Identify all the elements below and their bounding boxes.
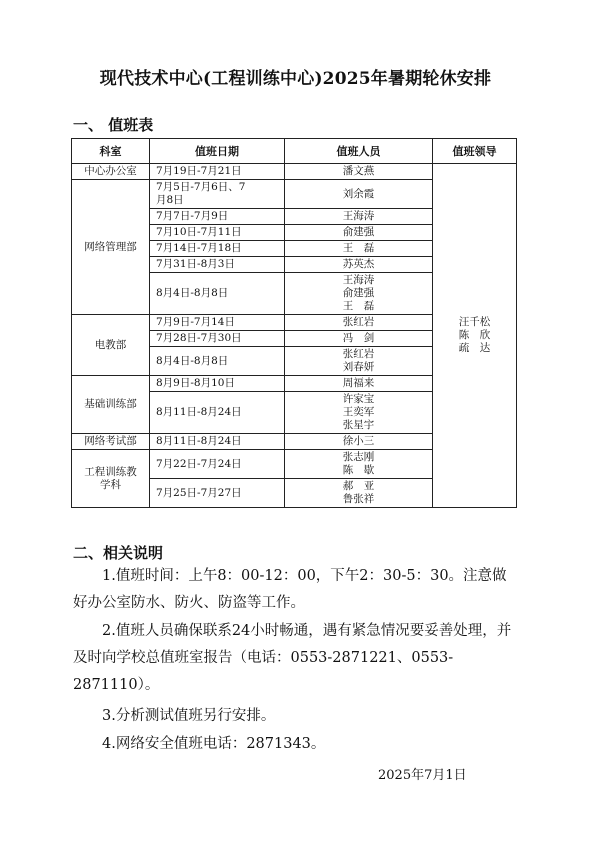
duty-staff-cell	[285, 164, 433, 180]
duty-staff-name: 王 磊	[342, 300, 375, 312]
note-3: 3.分析测试值班另行安排。	[102, 708, 276, 724]
duty-date-cell	[150, 257, 285, 273]
duty-staff-cell	[285, 315, 433, 331]
duty-staff-name: 俞建强	[342, 226, 375, 238]
department-name: 学科	[100, 478, 121, 491]
duty-date-cell	[150, 450, 285, 479]
section-heading-notes: 二、相关说明	[73, 544, 164, 562]
duty-date-cell	[150, 331, 285, 347]
duty-staff-cell	[285, 180, 433, 209]
department-name: 网络考试部	[84, 435, 137, 447]
duty-staff-name: 郝 亚	[342, 480, 375, 492]
duty-staff-cell	[285, 257, 433, 273]
duty-date-cell	[150, 225, 285, 241]
document-title: 现代技术中心(工程训练中心)2025年暑期轮休安排	[99, 69, 492, 89]
duty-staff-name: 陈 歇	[342, 464, 375, 476]
department-name: 基础训练部	[84, 398, 137, 410]
note-4: 4.网络安全值班电话：2871343。	[102, 736, 326, 752]
duty-staff-name: 潘文燕	[342, 165, 375, 177]
department-cell	[72, 376, 150, 434]
duty-leader-name: 陈 欣	[458, 329, 491, 341]
note-1: 1.值班时间：上午8：00-12：00，下午2：30-5：30。注意做好办公室防水、防火、防盗等工作。	[73, 568, 507, 611]
duty-date: 8月4日-8月8日	[156, 354, 229, 367]
duty-date: 7月14日-7月18日	[156, 242, 242, 254]
duty-staff-name: 俞建强	[342, 287, 375, 299]
duty-staff-name: 刘春妍	[342, 361, 375, 373]
duty-staff-cell	[285, 331, 433, 347]
duty-staff-name: 王 磊	[342, 242, 375, 254]
department-cell	[72, 315, 150, 376]
duty-date-cell	[150, 479, 285, 508]
duty-date: 7月22日-7月24日	[156, 457, 242, 470]
duty-staff-name: 苏英杰	[342, 258, 375, 270]
duty-date-cell	[150, 273, 285, 315]
duty-staff-cell	[285, 434, 433, 450]
duty-date-cell	[150, 164, 285, 180]
duty-date-cell	[150, 180, 285, 209]
duty-staff-cell	[285, 273, 433, 315]
duty-staff-name: 徐小三	[342, 435, 375, 447]
duty-date-cell	[150, 241, 285, 257]
duty-date: 8月4日-8月8日	[156, 287, 229, 299]
duty-date: 7月19日-7月21日	[156, 165, 242, 177]
header-duty-staff: 值班人员	[285, 139, 433, 164]
duty-date: 8月11日-8月24日	[156, 435, 242, 447]
duty-staff-name: 冯 剑	[342, 332, 375, 344]
department-name: 中心办公室	[84, 165, 137, 177]
department-cell	[72, 450, 150, 508]
duty-staff-cell	[285, 241, 433, 257]
duty-date: 月8日	[156, 194, 184, 206]
duty-staff-name: 张星宇	[342, 419, 375, 431]
department-name: 网络管理部	[84, 240, 137, 253]
duty-staff-cell	[285, 225, 433, 241]
duty-date: 7月9日-7月14日	[156, 316, 235, 328]
header-duty-date: 值班日期	[150, 139, 285, 164]
duty-staff-cell	[285, 392, 433, 434]
duty-leader-name: 汪千松	[458, 316, 491, 328]
duty-staff-cell	[285, 450, 433, 479]
duty-staff-name: 王奕军	[342, 406, 375, 418]
department-name: 工程训练教	[84, 465, 137, 478]
duty-table-body	[72, 164, 517, 508]
duty-date-cell	[150, 315, 285, 331]
duty-date: 7月5日-7月6日、7	[156, 181, 246, 193]
duty-staff-name: 王海涛	[342, 274, 375, 286]
duty-date: 8月11日-8月24日	[156, 406, 242, 418]
duty-staff-cell	[285, 479, 433, 508]
section-heading-duty-table: 一、 值班表	[73, 116, 154, 134]
duty-staff-name: 张志刚	[342, 451, 375, 463]
duty-date-cell	[150, 376, 285, 392]
duty-leader-name: 疏 达	[458, 342, 491, 354]
document-date: 2025年7月1日	[378, 768, 467, 783]
duty-staff-name: 张红岩	[342, 316, 375, 328]
duty-staff-name: 许家宝	[342, 393, 375, 405]
header-department: 科室	[72, 139, 150, 164]
duty-table	[71, 138, 517, 508]
duty-date-cell	[150, 434, 285, 450]
duty-staff-name: 刘余霞	[342, 187, 375, 200]
table-row	[72, 164, 517, 180]
duty-date-cell	[150, 347, 285, 376]
duty-leader-cell	[433, 164, 517, 508]
duty-date: 7月28日-7月30日	[156, 332, 242, 344]
duty-date: 8月9日-8月10日	[156, 377, 235, 389]
table-header-row	[72, 139, 517, 164]
department-cell	[72, 164, 150, 180]
duty-date-cell	[150, 209, 285, 225]
duty-staff-cell	[285, 209, 433, 225]
duty-staff-name: 张红岩	[342, 348, 375, 360]
duty-staff-cell	[285, 347, 433, 376]
department-cell	[72, 434, 150, 450]
duty-date: 7月7日-7月9日	[156, 210, 229, 222]
duty-staff-name: 周福来	[342, 377, 375, 389]
duty-staff-name: 鲁张祥	[342, 493, 375, 505]
header-duty-leader: 值班领导	[433, 139, 517, 164]
duty-staff-cell	[285, 376, 433, 392]
duty-date-cell	[150, 392, 285, 434]
department-name: 电教部	[94, 338, 127, 351]
department-cell	[72, 180, 150, 315]
note-2: 2.值班人员确保联系24小时畅通，遇有紧急情况要妥善处理，并及时向学校总值班室报告（电话：0553-2871221、0553-2871110）。	[73, 623, 512, 693]
duty-date: 7月31日-8月3日	[156, 258, 235, 270]
duty-date: 7月10日-7月11日	[156, 226, 242, 238]
duty-date: 7月25日-7月27日	[156, 486, 242, 499]
duty-staff-name: 王海涛	[342, 210, 375, 222]
